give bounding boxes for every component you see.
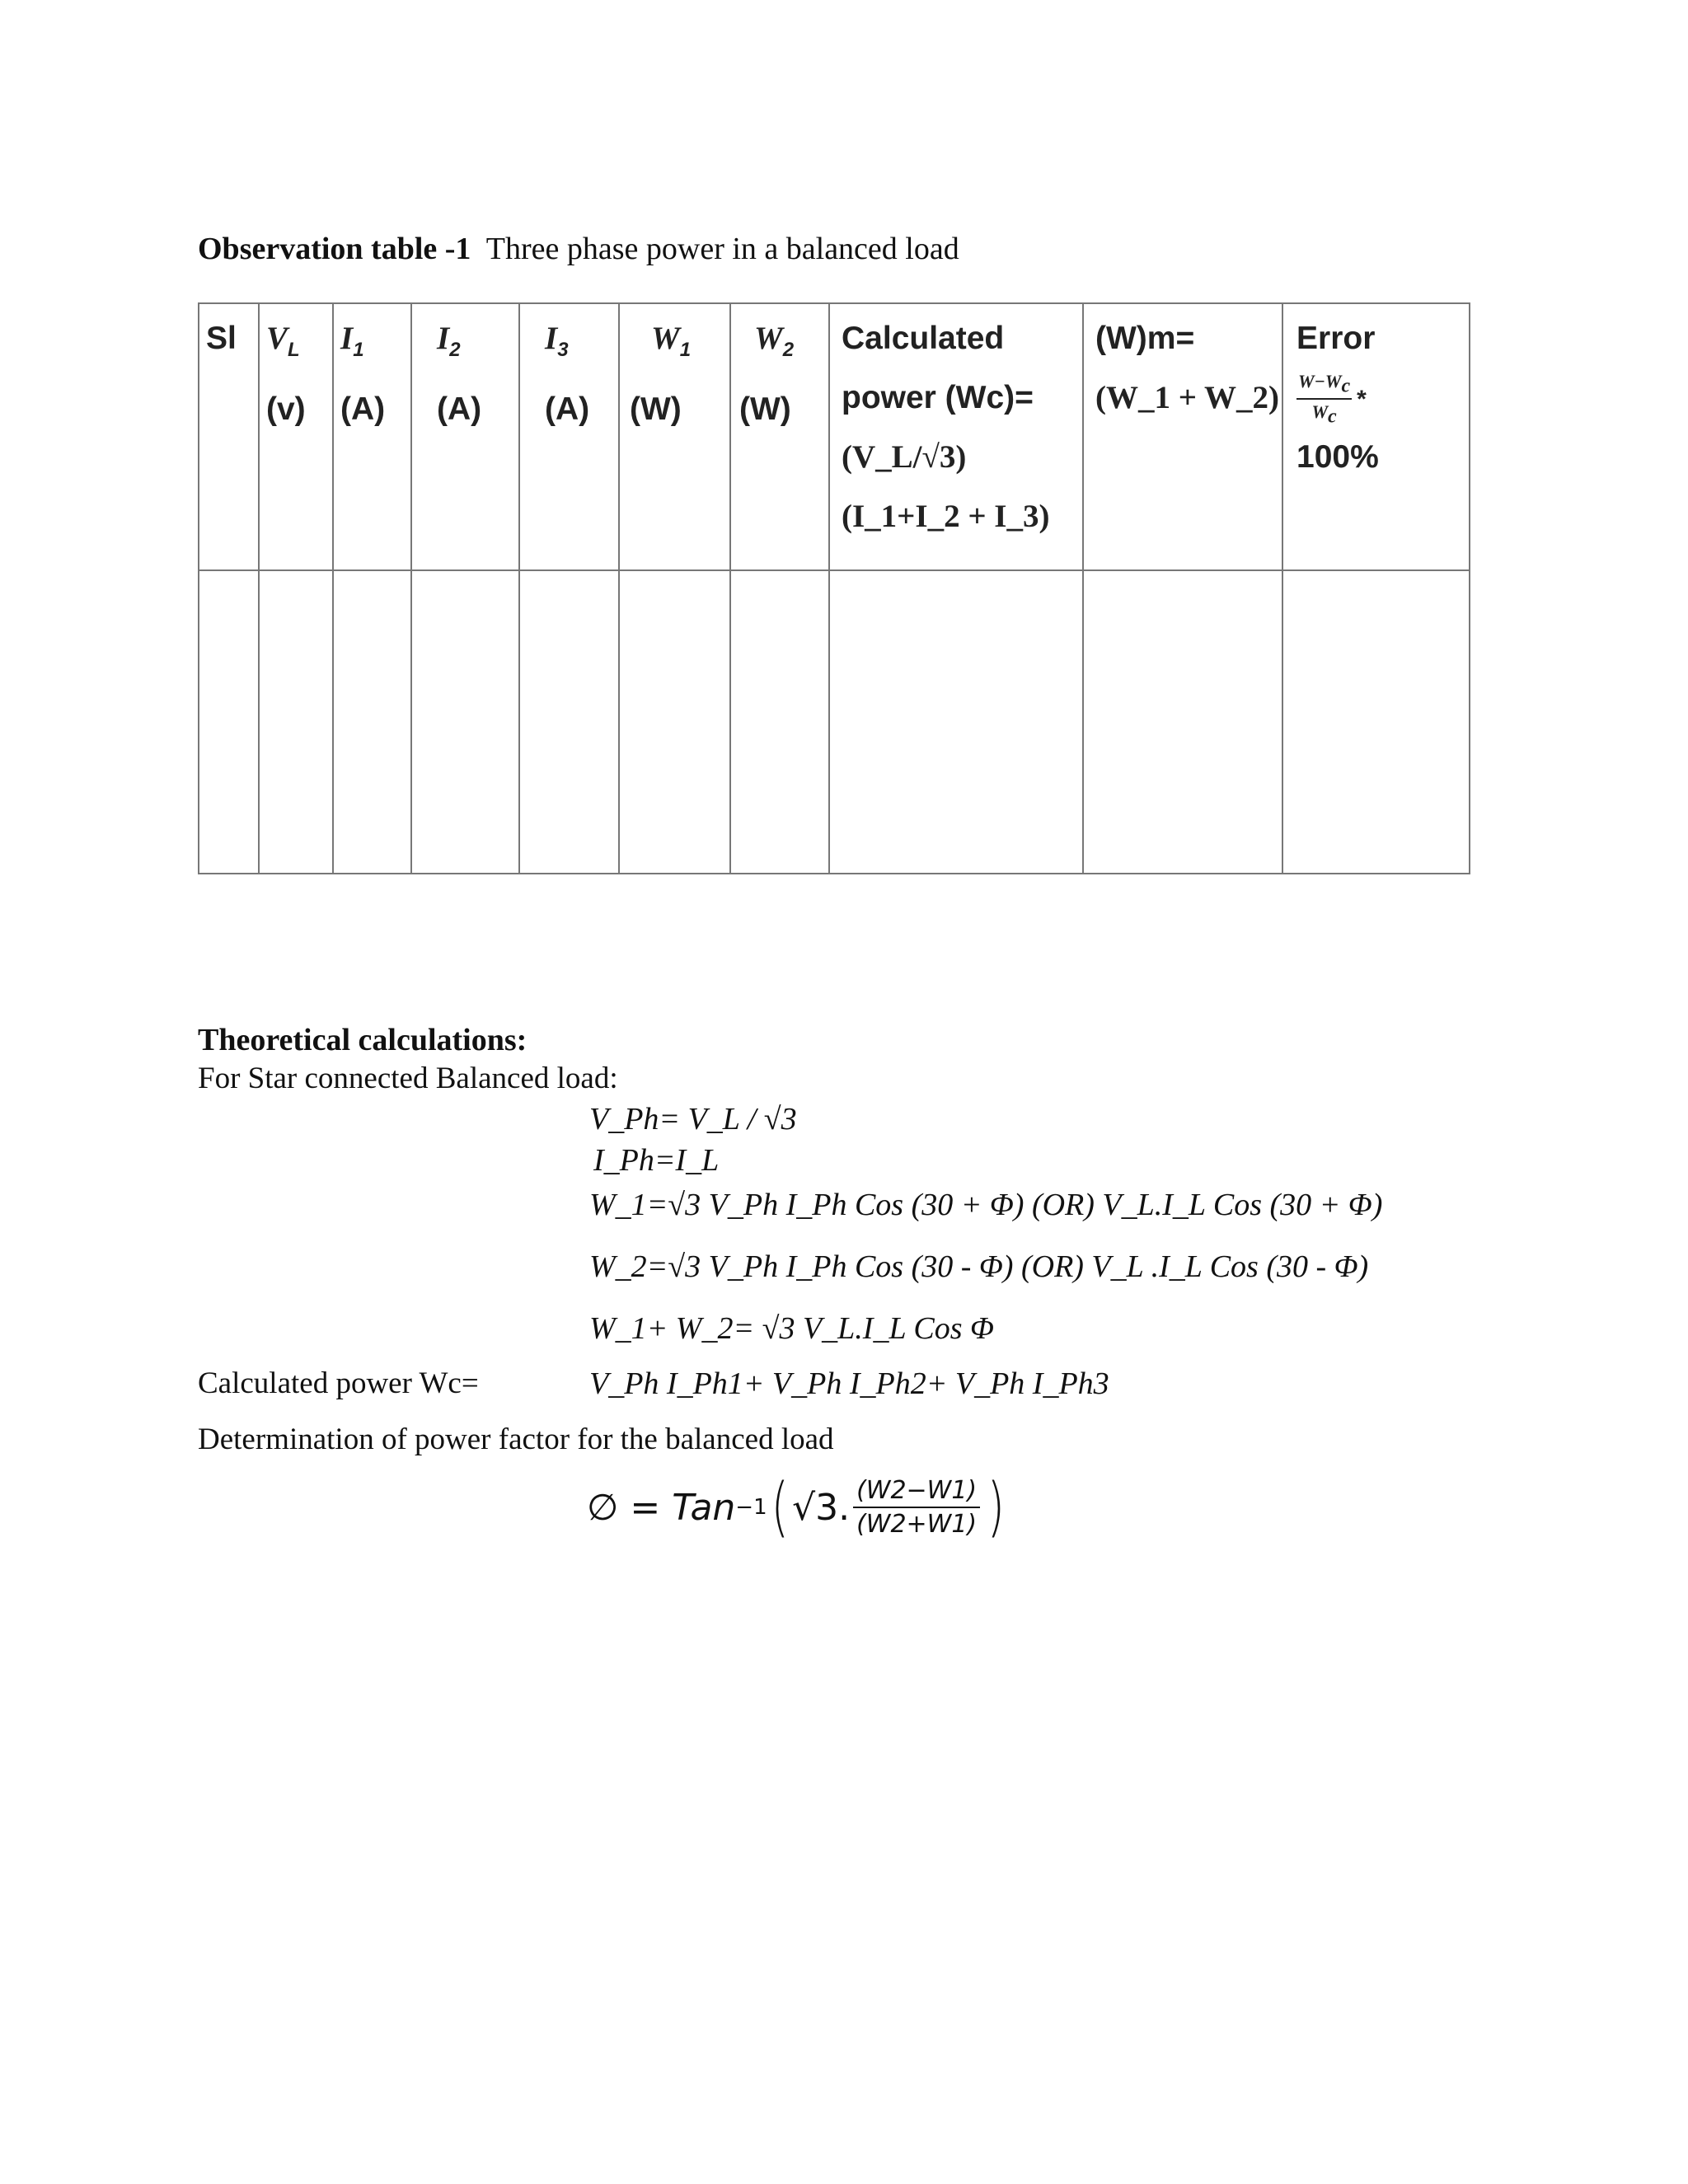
header-w1: $W_1$ (W) bbox=[619, 303, 730, 570]
table-header-row bbox=[199, 303, 1470, 570]
calculated-power-equation: V_Ph I_Ph1+ V_Ph I_Ph2+ V_Ph I_Ph3 bbox=[589, 1366, 1109, 1401]
equation-w1-plus-w2: W_1+ W_2= √3 V_L.I_L Cos Φ bbox=[589, 1311, 994, 1346]
header-w2: $W_2$ (W) bbox=[730, 303, 829, 570]
table-cell[interactable] bbox=[259, 570, 333, 874]
header-measured-power: (W)m= (W_1 + W_2) bbox=[1083, 303, 1282, 570]
power-factor-line: Determination of power factor for the balanced load bbox=[198, 1422, 834, 1456]
theory-heading: Theoretical calculations: bbox=[198, 1023, 528, 1057]
table-cell[interactable] bbox=[829, 570, 1083, 874]
equation-vph: V_Ph= V_L / √3 bbox=[589, 1102, 797, 1137]
table-cell[interactable] bbox=[1282, 570, 1470, 874]
table-cell[interactable] bbox=[619, 570, 730, 874]
header-calculated-power: Calculated power (Wc)= (V_L/√3) (I_1+I_2 + I_3) bbox=[829, 303, 1083, 570]
table-cell[interactable] bbox=[411, 570, 519, 874]
table-cell[interactable] bbox=[519, 570, 619, 874]
equation-iph: I_Ph=I_L bbox=[593, 1143, 720, 1178]
header-sl: Sl bbox=[199, 303, 259, 570]
header-error: Error $\frac{W-W_c}{W_c}$ * 100% bbox=[1282, 303, 1470, 570]
table-cell[interactable] bbox=[333, 570, 411, 874]
calculated-power-label: Calculated power Wc= bbox=[198, 1366, 479, 1400]
table-cell[interactable] bbox=[1083, 570, 1282, 874]
power-factor-fraction: (W2−W1) (W2+W1) bbox=[853, 1476, 980, 1539]
header-i2: $I_2$ (A) bbox=[411, 303, 519, 570]
observation-table bbox=[198, 302, 1470, 874]
table-title-bold: Observation table -1 bbox=[198, 232, 471, 266]
table-title-text: Three phase power in a balanced load bbox=[485, 232, 959, 266]
table-cell[interactable] bbox=[199, 570, 259, 874]
star-connected-line: For Star connected Balanced load: bbox=[198, 1062, 618, 1095]
table-cell[interactable] bbox=[730, 570, 829, 874]
power-factor-equation: ∅ = Tan −1 ( √3. (W2−W1) (W2+W1) ) bbox=[587, 1470, 1006, 1544]
equation-w1: W_1=√3 V_Ph I_Ph Cos (30 + Φ) (OR) V_L.I_L Cos (30 + Φ) bbox=[589, 1188, 1383, 1222]
equation-w2: W_2=√3 V_Ph I_Ph Cos (30 - Φ) (OR) V_L .I_L Cos (30 - Φ) bbox=[589, 1249, 1369, 1284]
header-vl: $V_L$ (v) bbox=[259, 303, 333, 570]
table-row bbox=[199, 570, 1470, 874]
error-fraction: $\frac{W-W_c}{W_c}$ bbox=[1298, 370, 1351, 428]
table-title bbox=[198, 231, 959, 267]
header-i1: $I_1$ (A) bbox=[333, 303, 411, 570]
header-i3: $I_3$ (A) bbox=[519, 303, 619, 570]
